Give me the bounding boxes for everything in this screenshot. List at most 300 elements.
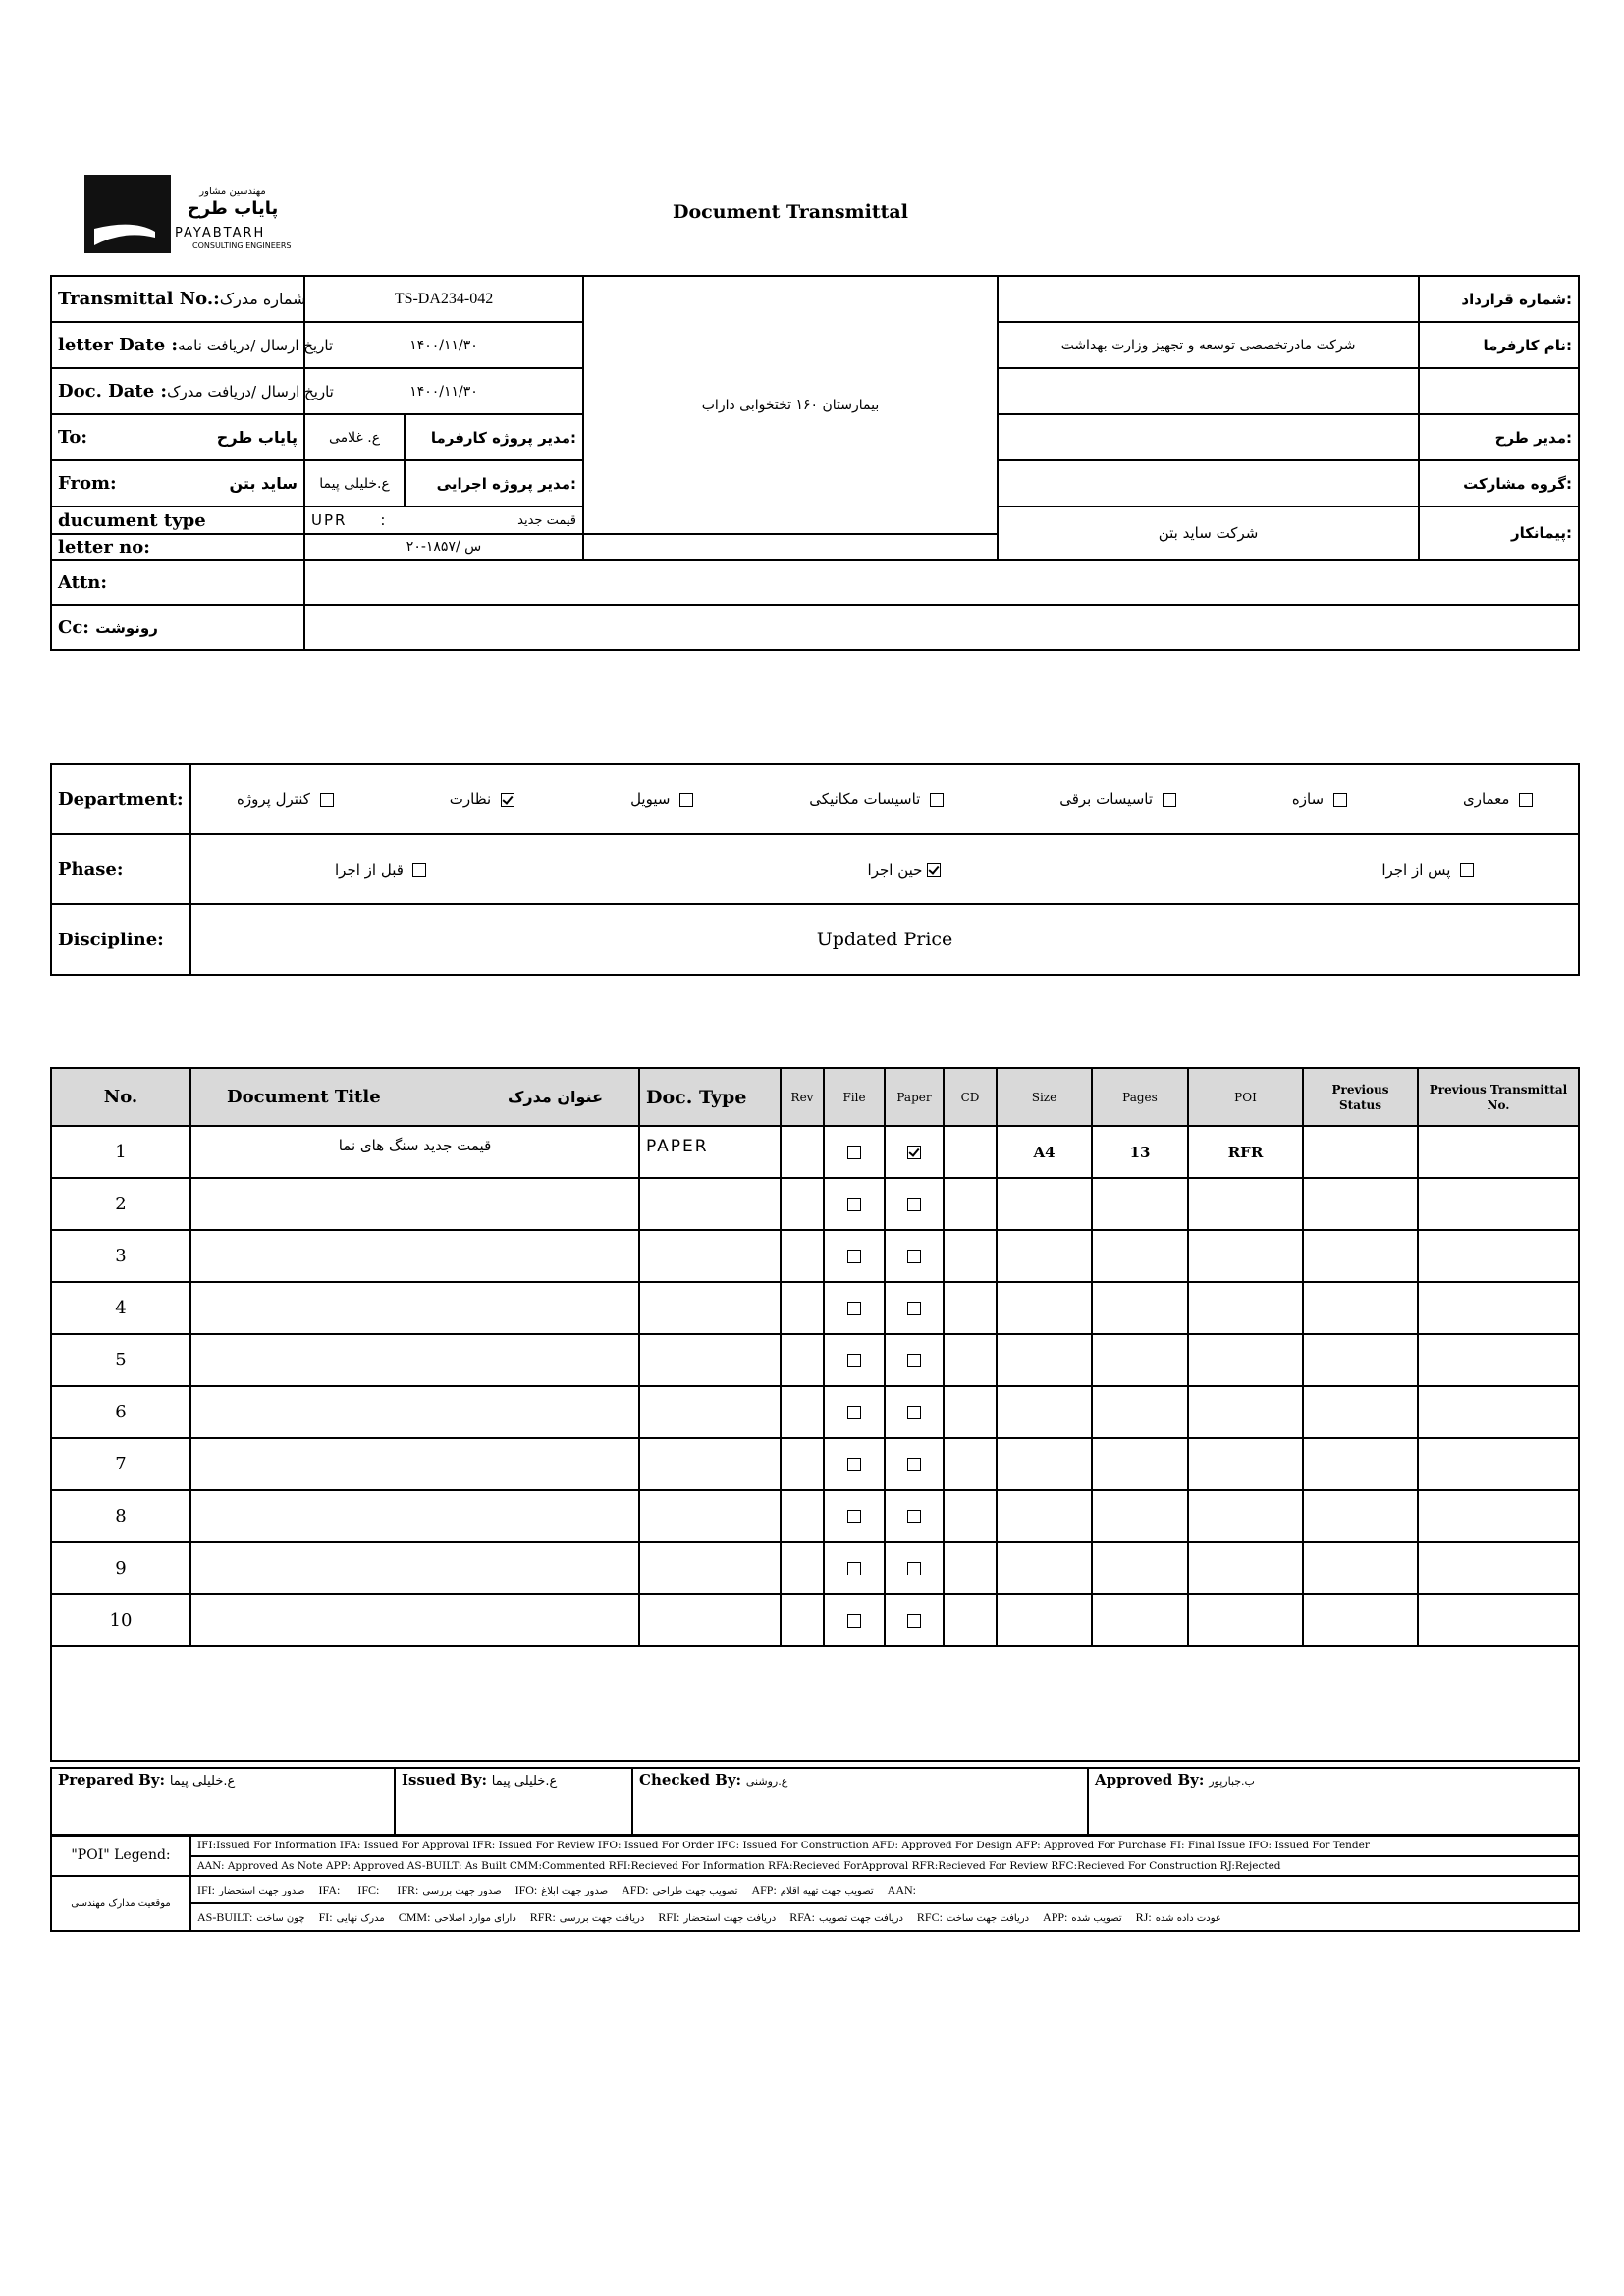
cell-pages: 13 <box>1092 1126 1188 1178</box>
cell-prev-transmittal <box>1418 1542 1579 1594</box>
cell-poi <box>1188 1334 1303 1386</box>
file-checkbox[interactable] <box>847 1510 861 1523</box>
col-rev: Rev <box>781 1068 824 1126</box>
cell-no: 7 <box>51 1438 190 1490</box>
cell-poi <box>1188 1594 1303 1646</box>
cell-cd <box>944 1490 997 1542</box>
contractor-value: شرکت ساید بتن <box>998 507 1419 560</box>
cell-paper <box>885 1126 944 1178</box>
cell-size: A4 <box>997 1126 1092 1178</box>
col-pages: Pages <box>1092 1068 1188 1126</box>
logo-en: PAYABTARH <box>175 226 266 240</box>
cell-no: 8 <box>51 1490 190 1542</box>
design-manager-label: مدیر طرح: <box>1419 414 1579 460</box>
cell-prev-status <box>1303 1438 1418 1490</box>
exec-pm-label: مدیر پروژه اجرایی: <box>405 460 583 507</box>
phase-checkbox-0[interactable] <box>1460 863 1474 877</box>
cell-rev <box>781 1386 824 1438</box>
dept-label-2: تاسیسات برقی <box>1059 790 1154 808</box>
phase-options <box>190 834 1579 904</box>
cell-pages <box>1092 1438 1188 1490</box>
file-checkbox[interactable] <box>847 1198 861 1211</box>
dept-checkbox-2[interactable] <box>1163 793 1176 807</box>
cell-title <box>190 1386 639 1438</box>
cell-file <box>824 1126 885 1178</box>
doc-date-value: ۱۴۰۰/۱۱/۳۰ <box>304 368 583 414</box>
cell-no: 5 <box>51 1334 190 1386</box>
paper-checkbox[interactable] <box>907 1302 921 1315</box>
from-value: ساید بتن <box>229 474 298 493</box>
cell-prev-status <box>1303 1386 1418 1438</box>
to-value: پایاب طرح <box>216 428 298 447</box>
legend-fa-item <box>789 1910 903 1925</box>
legend-fa-code: RFI: <box>658 1909 680 1924</box>
cell-prev-transmittal <box>1418 1438 1579 1490</box>
cell-paper <box>885 1490 944 1542</box>
legend-fa-code: AFD: <box>622 1882 649 1896</box>
cell-doc-type <box>639 1386 781 1438</box>
cell-rev <box>781 1230 824 1282</box>
cell-prev-transmittal <box>1418 1126 1579 1178</box>
cell-prev-status <box>1303 1594 1418 1646</box>
transmittal-no-label: Transmittal No.: <box>58 289 220 309</box>
cell-title: قیمت جدید سنگ های نما <box>190 1126 639 1178</box>
company-logo <box>84 175 300 253</box>
col-poi: POI <box>1188 1068 1303 1126</box>
client-value: شرکت مادرتخصصی توسعه و تجهیز وزارت بهداشت <box>998 322 1419 368</box>
cell-size <box>997 1542 1092 1594</box>
to-label: To: <box>58 427 87 448</box>
cell-cd <box>944 1126 997 1178</box>
legend-fa-item <box>622 1883 737 1897</box>
cell-size <box>997 1386 1092 1438</box>
paper-checkbox[interactable] <box>907 1562 921 1575</box>
legend-fa-text: دریافت جهت استحضار <box>683 1912 777 1924</box>
legend-fa-code: AFP: <box>751 1882 777 1896</box>
info-table <box>50 275 1580 651</box>
legend-fa-text: دارای موارد اصلاحی <box>434 1912 516 1924</box>
cell-title <box>190 1542 639 1594</box>
checked-by-label: Checked By: <box>639 1771 742 1789</box>
cell-file <box>824 1334 885 1386</box>
legend-fa-line-1 <box>191 1877 1578 1904</box>
cell-title <box>190 1334 639 1386</box>
phase-label-0: پس از اجرا <box>1381 860 1451 879</box>
design-manager-value <box>998 414 1419 460</box>
cell-title <box>190 1490 639 1542</box>
legend-fa-code: IFR: <box>397 1882 419 1896</box>
legend-fa-item <box>197 1910 305 1925</box>
cell-title <box>190 1594 639 1646</box>
remarks-area <box>51 1646 1579 1761</box>
logo-fa-small: مهندسین مشاور <box>199 187 266 197</box>
cell-file <box>824 1178 885 1230</box>
client-pm-label: مدیر پروژه کارفرما: <box>405 414 583 460</box>
paper-checkbox[interactable] <box>907 1354 921 1367</box>
cell-file <box>824 1438 885 1490</box>
cell-cd <box>944 1178 997 1230</box>
legend-label: "POI" Legend: <box>51 1835 190 1876</box>
cell-size <box>997 1334 1092 1386</box>
file-checkbox[interactable] <box>847 1562 861 1575</box>
legend-fa-code: AAN: <box>887 1882 916 1896</box>
legend-fa-text: چون ساخت <box>256 1912 305 1924</box>
letter-date-label: letter Date : <box>58 335 179 355</box>
cell-doc-type <box>639 1594 781 1646</box>
client-pm-value: ع. غلامی <box>304 414 405 460</box>
transmittal-no-fa: شماره مدرک <box>219 290 306 308</box>
cell-cd <box>944 1438 997 1490</box>
cell-prev-transmittal <box>1418 1230 1579 1282</box>
dept-item-3[interactable] <box>809 790 944 808</box>
cell-doc-type <box>639 1542 781 1594</box>
letter-no-value: ۲۰-۱۸۵۷/ س <box>304 534 583 560</box>
paper-checkbox[interactable] <box>907 1614 921 1628</box>
page-title: Document Transmittal <box>673 201 908 223</box>
classification-table <box>50 763 1580 976</box>
file-checkbox[interactable] <box>847 1406 861 1419</box>
letter-no-label: letter no: <box>51 534 304 560</box>
doc-type-sep: : <box>380 511 388 529</box>
legend-fa-item <box>1136 1910 1221 1925</box>
legend-table <box>50 1834 1580 1932</box>
legend-fa-text: عودت داده شده <box>1155 1912 1221 1924</box>
doc-date-fa: تاریخ ارسال /دریافت مدرک <box>167 382 334 400</box>
dept-item-4[interactable] <box>630 790 693 808</box>
partnership-label: گروه مشارکت: <box>1419 460 1579 507</box>
exec-pm-value: ع.خلیلی پیما <box>304 460 405 507</box>
cell-pages <box>1092 1594 1188 1646</box>
legend-fa-line-2 <box>191 1904 1578 1930</box>
cell-size <box>997 1178 1092 1230</box>
dept-checkbox-3[interactable] <box>930 793 944 807</box>
legend-fa-code: IFO: <box>514 1882 538 1896</box>
client-label: نام کارفرما: <box>1419 322 1579 368</box>
doc-type-fa: قیمت جدید <box>517 512 577 528</box>
cell-file <box>824 1386 885 1438</box>
document-table <box>50 1067 1580 1762</box>
cell-no: 1 <box>51 1126 190 1178</box>
cc-cell <box>51 605 304 650</box>
file-checkbox[interactable] <box>847 1146 861 1159</box>
cell-title <box>190 1282 639 1334</box>
cell-poi <box>1188 1542 1303 1594</box>
letter-date-cell <box>51 322 334 368</box>
cell-no: 10 <box>51 1594 190 1646</box>
cell-pages <box>1092 1282 1188 1334</box>
issued-by-label: Issued By: <box>402 1771 487 1789</box>
file-checkbox[interactable] <box>847 1458 861 1471</box>
transmittal-no-cell <box>51 276 304 322</box>
cell-size <box>997 1490 1092 1542</box>
table-row <box>51 1386 1579 1438</box>
cell-doc-type <box>639 1230 781 1282</box>
cell-pages <box>1092 1490 1188 1542</box>
cell-rev <box>781 1334 824 1386</box>
project-spacer-cell <box>583 534 998 560</box>
col-cd: CD <box>944 1068 997 1126</box>
file-checkbox[interactable] <box>847 1354 861 1367</box>
from-label: From: <box>58 473 117 494</box>
dept-checkbox-4[interactable] <box>679 793 693 807</box>
table-row <box>51 1178 1579 1230</box>
table-row <box>51 1438 1579 1490</box>
col-file: File <box>824 1068 885 1126</box>
legend-fa-item <box>319 1883 345 1897</box>
col-paper: Paper <box>885 1068 944 1126</box>
cell-cd <box>944 1230 997 1282</box>
phase-label: Phase: <box>51 834 190 904</box>
col-title-en: Document Title <box>227 1087 381 1107</box>
cell-pages <box>1092 1230 1188 1282</box>
to-cell <box>51 414 304 460</box>
phase-label-2: قبل از اجرا <box>335 860 404 879</box>
cell-paper <box>885 1334 944 1386</box>
phase-label-1: حین اجرا <box>867 860 923 879</box>
dept-checkbox-6[interactable] <box>320 793 334 807</box>
col-size: Size <box>997 1068 1092 1126</box>
paper-checkbox[interactable] <box>907 1250 921 1263</box>
transmittal-no-value: TS-DA234-042 <box>304 276 583 322</box>
cell-prev-status <box>1303 1126 1418 1178</box>
legend-fa-item <box>1043 1910 1122 1925</box>
cell-prev-status <box>1303 1282 1418 1334</box>
cell-rev <box>781 1490 824 1542</box>
legend-fa-code: RFR: <box>529 1909 556 1924</box>
cell-size <box>997 1438 1092 1490</box>
from-cell <box>51 460 304 507</box>
legend-fa-item <box>917 1910 1029 1925</box>
legend-line-2: AAN: Approved As Note APP: Approved AS-BUILT: As Built CMM:Commented RFI:Recieved For Information RFA:Recieved ForApproval RFR:Recieved For Review RFC:Recieved For Construction RJ:Rejected <box>190 1856 1579 1876</box>
file-checkbox[interactable] <box>847 1302 861 1315</box>
cell-poi <box>1188 1438 1303 1490</box>
col-prev-transmittal: Previous Transmittal No. <box>1418 1068 1579 1126</box>
prepared-by-value: ع.خلیلی پیما <box>169 1774 236 1789</box>
cell-no: 6 <box>51 1386 190 1438</box>
legend-fa-item <box>515 1883 609 1897</box>
legend-fa-item <box>319 1910 385 1925</box>
dept-item-0[interactable] <box>1463 790 1533 808</box>
dept-checkbox-1[interactable] <box>1333 793 1347 807</box>
dept-label-0: معماری <box>1462 790 1510 808</box>
contract-no-value <box>998 276 1419 322</box>
doc-type-label: ducument type <box>51 507 304 534</box>
col-prev-status: Previous Status <box>1303 1068 1418 1126</box>
legend-fa-text: مدرک نهایی <box>336 1912 385 1924</box>
paper-checkbox[interactable] <box>907 1406 921 1419</box>
cell-cd <box>944 1334 997 1386</box>
cell-file <box>824 1490 885 1542</box>
cell-prev-transmittal <box>1418 1490 1579 1542</box>
legend-fa-item <box>357 1883 383 1897</box>
cell-file <box>824 1230 885 1282</box>
paper-checkbox[interactable] <box>907 1146 921 1159</box>
col-no: No. <box>51 1068 190 1126</box>
file-checkbox[interactable] <box>847 1250 861 1263</box>
cell-no: 9 <box>51 1542 190 1594</box>
empty-cell-r3b <box>1419 368 1579 414</box>
cell-poi: RFR <box>1188 1126 1303 1178</box>
legend-fa-item <box>397 1883 501 1897</box>
cell-title <box>190 1230 639 1282</box>
doc-type-code: UPR <box>311 511 348 529</box>
legend-fa-item <box>751 1883 873 1897</box>
partnership-value <box>998 460 1419 507</box>
dept-item-2[interactable] <box>1059 790 1175 808</box>
cell-title <box>190 1438 639 1490</box>
cell-rev <box>781 1542 824 1594</box>
approved-by-value: ب.جبارپور <box>1209 1775 1255 1788</box>
letter-date-value: ۱۴۰۰/۱۱/۳۰ <box>304 322 583 368</box>
dept-label-1: سازه <box>1291 790 1325 808</box>
legend-fa-code: IFC: <box>357 1882 380 1896</box>
phase-item-2[interactable] <box>335 861 426 879</box>
paper-checkbox[interactable] <box>907 1510 921 1523</box>
attn-value <box>304 560 1579 605</box>
dept-item-1[interactable] <box>1292 790 1347 808</box>
cell-prev-status <box>1303 1178 1418 1230</box>
phase-item-1[interactable] <box>868 861 942 879</box>
cell-poi <box>1188 1282 1303 1334</box>
table-row <box>51 1542 1579 1594</box>
cell-size <box>997 1594 1092 1646</box>
checked-by-value: ع.روشنی <box>745 1775 788 1788</box>
cell-prev-status <box>1303 1334 1418 1386</box>
legend-fa-text: صدور جهت استحضار <box>219 1885 305 1896</box>
cell-prev-transmittal <box>1418 1178 1579 1230</box>
cell-cd <box>944 1542 997 1594</box>
letter-date-fa: تاریخ ارسال /دریافت نامه <box>178 336 334 354</box>
cc-value <box>304 605 1579 650</box>
empty-cell-r3a <box>998 368 1419 414</box>
issued-by-cell <box>395 1768 632 1836</box>
cell-no: 3 <box>51 1230 190 1282</box>
paper-checkbox[interactable] <box>907 1198 921 1211</box>
file-checkbox[interactable] <box>847 1614 861 1628</box>
signature-table <box>50 1767 1580 1837</box>
dept-checkbox-5[interactable] <box>501 793 514 807</box>
legend-fa-code: RJ: <box>1135 1909 1152 1924</box>
contractor-label: پیمانکار: <box>1419 507 1579 560</box>
cell-rev <box>781 1438 824 1490</box>
table-row <box>51 1230 1579 1282</box>
cell-pages <box>1092 1386 1188 1438</box>
cell-cd <box>944 1594 997 1646</box>
legend-fa-item <box>530 1910 645 1925</box>
prepared-by-cell <box>51 1768 395 1836</box>
cell-file <box>824 1594 885 1646</box>
cell-title <box>190 1178 639 1230</box>
legend-fa-text: تصویب جهت طراحی <box>652 1885 738 1896</box>
cell-rev <box>781 1282 824 1334</box>
cell-size <box>997 1230 1092 1282</box>
table-row <box>51 1594 1579 1646</box>
legend-fa-item <box>888 1883 920 1897</box>
legend-fa-item <box>399 1910 516 1925</box>
cell-cd <box>944 1282 997 1334</box>
cell-size <box>997 1282 1092 1334</box>
cc-label: Cc: <box>58 616 89 638</box>
cell-poi <box>1188 1178 1303 1230</box>
cell-no: 4 <box>51 1282 190 1334</box>
doc-date-label: Doc. Date : <box>58 381 168 401</box>
cell-poi <box>1188 1490 1303 1542</box>
legend-fa-text: صدور جهت بررسی <box>422 1885 502 1896</box>
cell-doc-type <box>639 1438 781 1490</box>
cell-prev-status <box>1303 1490 1418 1542</box>
phase-checkbox-2[interactable] <box>412 863 426 877</box>
cell-pages <box>1092 1334 1188 1386</box>
table-row <box>51 1490 1579 1542</box>
legend-fa-code: RFA: <box>789 1909 815 1924</box>
legend-fa-block <box>190 1876 1579 1931</box>
approved-by-cell <box>1088 1768 1579 1836</box>
attn-label: Attn: <box>51 560 304 605</box>
cell-prev-transmittal <box>1418 1594 1579 1646</box>
cell-paper <box>885 1178 944 1230</box>
dept-label-5: نظارت <box>449 790 492 808</box>
legend-fa-text: تصویب شده <box>1071 1912 1122 1924</box>
cell-cd <box>944 1386 997 1438</box>
cell-prev-status <box>1303 1542 1418 1594</box>
cell-rev <box>781 1178 824 1230</box>
dept-label-4: سیویل <box>630 790 671 808</box>
legend-fa-text: صدور جهت ابلاغ <box>541 1885 609 1896</box>
dept-label-3: تاسیسات مکانیکی <box>809 790 921 808</box>
dept-checkbox-0[interactable] <box>1519 793 1533 807</box>
cell-paper <box>885 1594 944 1646</box>
doc-date-cell <box>51 368 334 414</box>
issued-by-value: ع.خلیلی پیما <box>491 1774 558 1789</box>
cell-paper <box>885 1438 944 1490</box>
legend-fa-code: AS-BUILT: <box>197 1909 253 1924</box>
cell-doc-type <box>639 1178 781 1230</box>
legend-fa-code: IFI: <box>197 1882 215 1896</box>
dept-label-6: کنترل پروژه <box>237 790 310 808</box>
cell-poi <box>1188 1386 1303 1438</box>
cell-pages <box>1092 1178 1188 1230</box>
discipline-label: Discipline: <box>51 904 190 975</box>
department-label: Department: <box>51 764 190 834</box>
phase-checkbox-1[interactable] <box>927 863 941 877</box>
legend-fa-item <box>197 1883 305 1897</box>
cell-prev-status <box>1303 1230 1418 1282</box>
legend-fa-item <box>658 1910 776 1925</box>
cell-paper <box>885 1230 944 1282</box>
legend-fa-code: APP: <box>1043 1909 1068 1924</box>
cell-file <box>824 1542 885 1594</box>
cell-paper <box>885 1282 944 1334</box>
legend-fa-text: دریافت جهت بررسی <box>559 1912 645 1924</box>
cell-prev-transmittal <box>1418 1334 1579 1386</box>
legend-fa-text: دریافت جهت ساخت <box>946 1912 1030 1924</box>
cell-prev-transmittal <box>1418 1282 1579 1334</box>
cell-rev <box>781 1126 824 1178</box>
legend-fa-text: تصویب جهت تهیه اقلام <box>780 1885 874 1896</box>
table-row <box>51 1334 1579 1386</box>
department-options <box>190 764 1579 834</box>
legend-fa-label: موقعیت مدارک مهندسی <box>51 1876 190 1931</box>
paper-checkbox[interactable] <box>907 1458 921 1471</box>
col-title <box>190 1068 639 1126</box>
dept-item-6[interactable] <box>237 790 333 808</box>
dept-item-5[interactable] <box>450 790 514 808</box>
contract-no-label: شماره قرارداد: <box>1419 276 1579 322</box>
logo-mark <box>84 175 171 253</box>
table-row <box>51 1126 1579 1178</box>
phase-item-0[interactable] <box>1381 861 1474 879</box>
legend-fa-code: IFA: <box>318 1882 341 1896</box>
